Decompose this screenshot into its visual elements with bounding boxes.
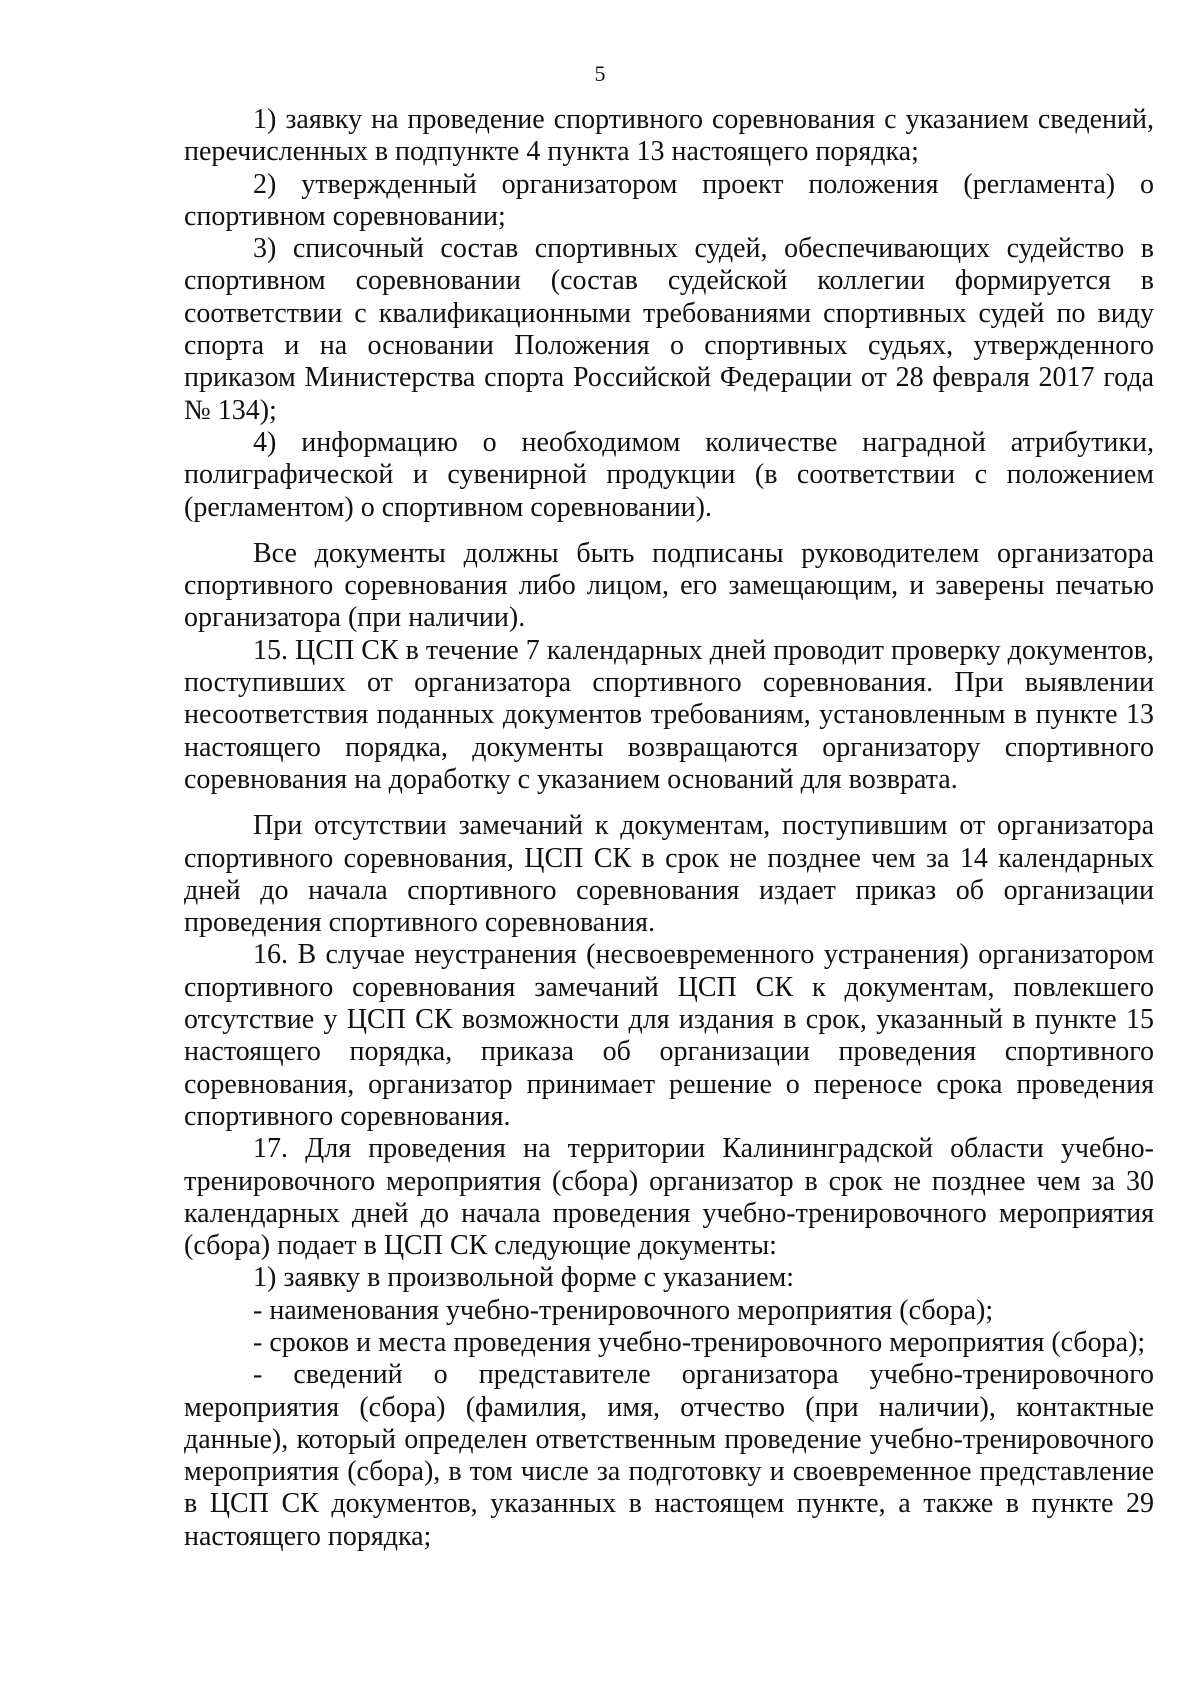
- paragraph-item-1: 1) заявку на проведение спортивного соревнования с указанием сведений, перечисленных в подпункте 4 пункта 13 настоящего порядка;: [184, 104, 1154, 168]
- paragraph-item-4: 4) информацию о необходимом количестве наградной атрибутики, полиграфической и сувенирной продукции (в соответствии с положением (регламентом) о спортивном соревновании).: [184, 426, 1154, 523]
- document-body: [184, 104, 1154, 1553]
- paragraph-clause-17: 17. Для проведения на территории Калининградской области учебно-тренировочного мероприятия (сбора) организатор в срок не позднее чем за 30 календарных дней до начала проведения учебно-тренировочного мероприятия (сбора) подает в ЦСП СК следующие документы:: [184, 1133, 1154, 1262]
- page-number: 5: [594, 61, 606, 86]
- paragraph-clause-16: 16. В случае неустранения (несвоевременного устранения) организатором спортивного соревнования замечаний ЦСП СК к документам, повлекшего отсутствие у ЦСП СК возможности для издания в срок, указанный в пункте 15 настоящего порядка, приказа об организации проведения спортивного соревнования, организатор принимает решение о переносе срока проведения спортивного соревнования.: [184, 939, 1154, 1132]
- paragraph-clause-15: 15. ЦСП СК в течение 7 календарных дней проводит проверку документов, поступивших от организатора спортивного соревнования. При выявлении несоответствия поданных документов требованиям, установленным в пункте 13 настоящего порядка, документы возвращаются организатору спортивного соревнования на доработку с указанием оснований для возврата.: [184, 634, 1154, 795]
- list-item-dates-place: - сроков и места проведения учебно-тренировочного мероприятия (сбора);: [253, 1326, 1146, 1358]
- paragraph-application: 1) заявку в произвольной форме с указанием:: [253, 1262, 795, 1294]
- list-item-representative: - сведений о представителе организатора учебно-тренировочного мероприятия (сбора) (фамилия, имя, отчество (при наличии), контактные данные), который определен ответственным проведение учебно-тренировочного мероприятия (сбора), в том числе за подготовку и своевременное представление в ЦСП СК документов, указанных в настоящем пункте, а также в пункте 29 настоящего порядка;: [184, 1359, 1154, 1552]
- paragraph-no-remarks: При отсутствии замечаний к документам, поступившим от организатора спортивного соревнования, ЦСП СК в срок не позднее чем за 14 календарных дней до начала спортивного соревнования издает приказ об организации проведения спортивного соревнования.: [184, 810, 1154, 939]
- paragraph-item-2: 2) утвержденный организатором проект положения (регламента) о спортивном соревновании;: [184, 168, 1154, 232]
- paragraph-documents-signed: Все документы должны быть подписаны руководителем организатора спортивного соревнования либо лицом, его замещающим, и заверены печатью организатора (при наличии).: [184, 537, 1154, 634]
- list-item-name: - наименования учебно-тренировочного мероприятия (сбора);: [253, 1294, 994, 1326]
- paragraph-item-3: 3) списочный состав спортивных судей, обеспечивающих судейство в спортивном соревновании (состав судейской коллегии формируется в соответствии с квалификационными требованиями спортивных судей по виду спорта и на основании Положения о спортивных судьях, утвержденного приказом Министерства спорта Российской Федерации от 28 февраля 2017 года № 134);: [184, 233, 1154, 426]
